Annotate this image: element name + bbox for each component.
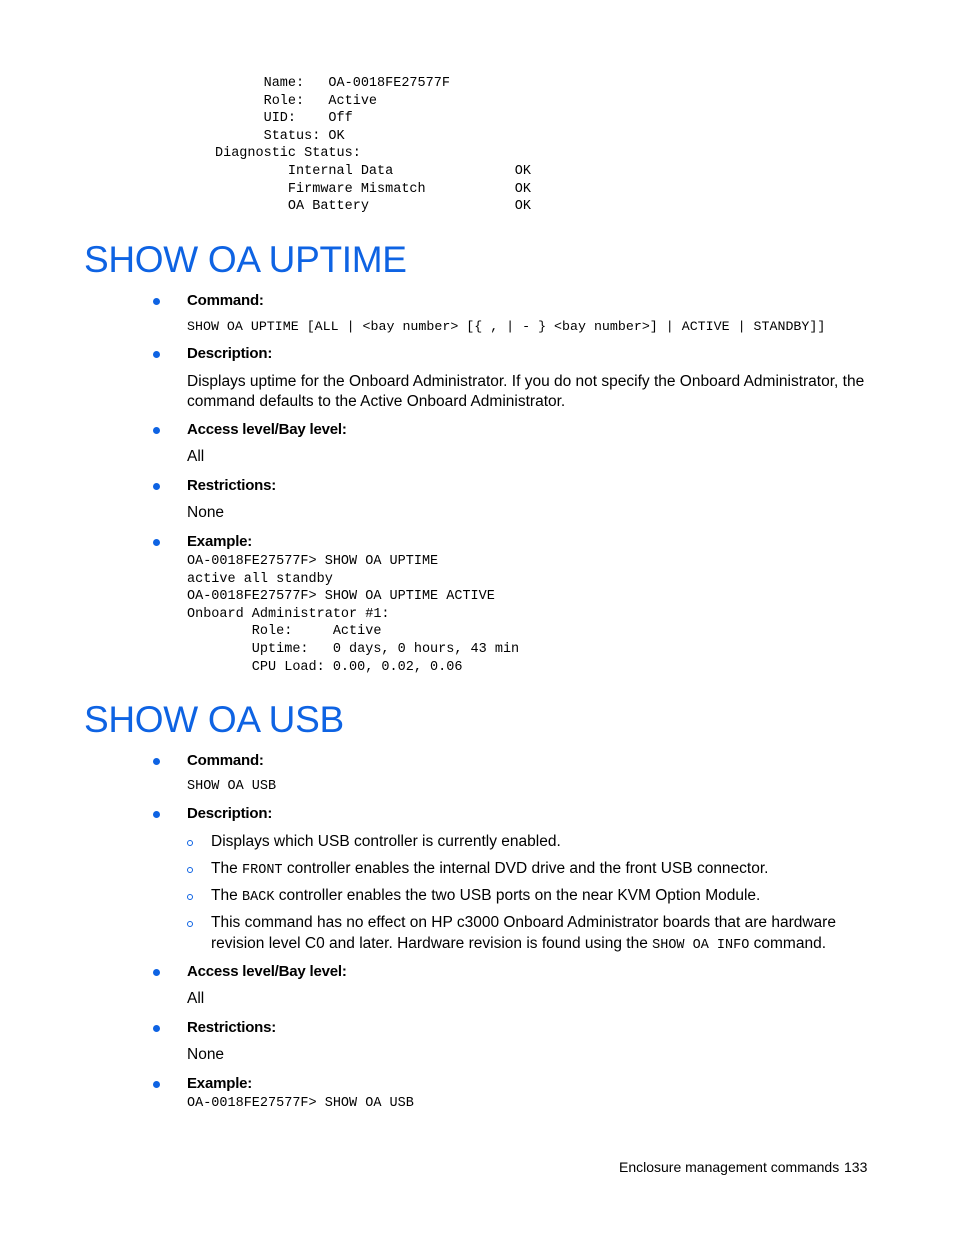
- access-level-value: All: [187, 448, 205, 465]
- bullet-icon: [153, 483, 160, 490]
- command-label: Command:: [187, 752, 264, 769]
- description-label: Description:: [187, 345, 273, 362]
- bullet-icon: [153, 758, 160, 765]
- section-heading-usb: SHOW OA USB: [84, 699, 344, 740]
- bullet-icon: [153, 539, 160, 546]
- description-text-line: command defaults to the Active Onboard Administrator.: [187, 393, 566, 410]
- footer-section-name: Enclosure management commands: [619, 1159, 840, 1175]
- bullet-icon: [153, 1081, 160, 1088]
- description-text: command.: [749, 935, 827, 952]
- description-text: The: [211, 860, 243, 877]
- bullet-icon: [153, 298, 160, 305]
- restrictions-label: Restrictions:: [187, 1019, 277, 1036]
- bullet-icon: [153, 969, 160, 976]
- access-level-value: All: [187, 990, 205, 1007]
- example-code-block: OA-0018FE27577F> SHOW OA USB: [187, 1096, 414, 1111]
- command-syntax: SHOW OA UPTIME [ALL | <bay number> [{ , | - } <bay number>] | ACTIVE | STANDBY]]: [187, 319, 826, 334]
- inline-code: BACK: [242, 890, 275, 905]
- restrictions-label: Restrictions:: [187, 477, 277, 494]
- description-item: [211, 886, 760, 908]
- bullet-icon: [153, 1025, 160, 1032]
- description-text: controller enables the two USB ports on the near KVM Option Module.: [274, 887, 761, 904]
- description-item-line: This command has no effect on HP c3000 Onboard Administrator boards that are hardware: [211, 914, 836, 931]
- circle-bullet-icon: [187, 867, 193, 873]
- bullet-icon: [153, 427, 160, 434]
- description-text-line: Displays uptime for the Onboard Administrator. If you do not specify the Onboard Administrator, the: [187, 373, 865, 390]
- example-label: Example:: [187, 1075, 253, 1092]
- example-code-block: OA-0018FE27577F> SHOW OA UPTIME active all standby OA-0018FE27577F> SHOW OA UPTIME ACTIVE Onboard Administrator #1: Role: Active Uptime: 0 days, 0 hours, 43 min CPU Load: 0.00, 0.02, 0.06: [187, 554, 520, 675]
- command-syntax: SHOW OA USB: [187, 779, 277, 794]
- restrictions-value: None: [187, 1046, 225, 1063]
- command-label: Command:: [187, 292, 264, 309]
- circle-bullet-icon: [187, 921, 193, 927]
- description-text: controller enables the internal DVD drive and the front USB connector.: [282, 860, 769, 877]
- example-label: Example:: [187, 533, 253, 550]
- section-heading-uptime: SHOW OA UPTIME: [84, 239, 407, 280]
- description-text: The: [211, 887, 243, 904]
- circle-bullet-icon: [187, 894, 193, 900]
- bullet-icon: [153, 811, 160, 818]
- description-item: Displays which USB controller is currently enabled.: [211, 833, 561, 850]
- bullet-icon: [153, 351, 160, 358]
- inline-code: SHOW OA INFO: [652, 938, 750, 953]
- access-level-label: Access level/Bay level:: [187, 963, 347, 980]
- inline-code: FRONT: [242, 863, 283, 878]
- restrictions-value: None: [187, 504, 225, 521]
- circle-bullet-icon: [187, 840, 193, 846]
- continued-output-block: Name: OA-0018FE27577F Role: Active UID: Off Status: OK Diagnostic Status: Internal Data OK Firmware Mismatch OK OA Battery OK: [215, 76, 531, 215]
- description-item-line: [211, 934, 826, 956]
- description-text: revision level C0 and later. Hardware revision is found using the: [211, 935, 653, 952]
- description-label: Description:: [187, 805, 273, 822]
- description-item: [211, 859, 768, 881]
- footer-page-number: 133: [844, 1159, 868, 1175]
- access-level-label: Access level/Bay level:: [187, 421, 347, 438]
